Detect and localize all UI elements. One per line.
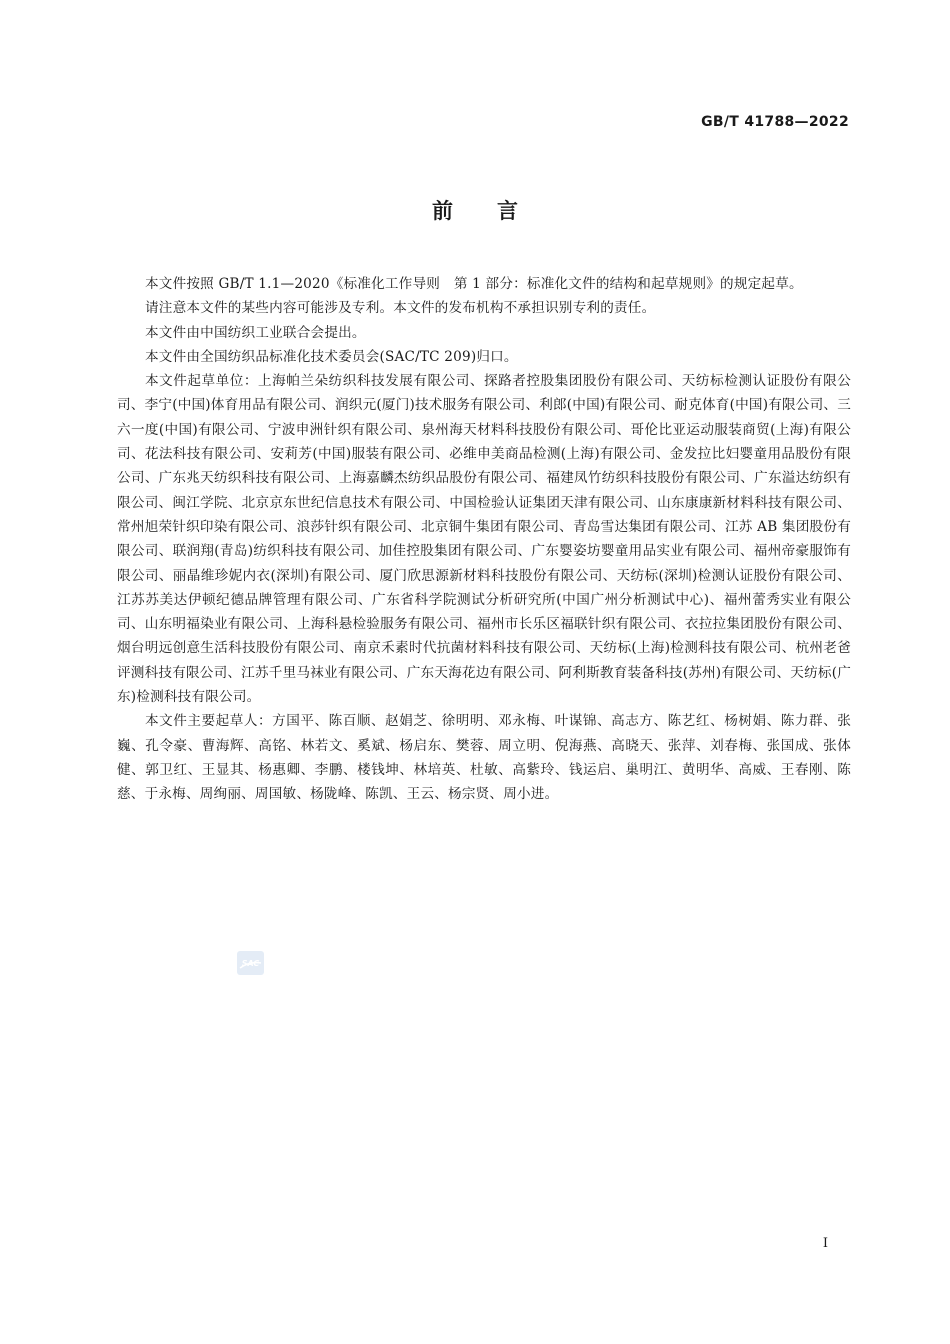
paragraph-drafting-rules: 本文件按照 GB/T 1.1—2020《标准化工作导则 第 1 部分：标准化文件的结构和起草规则》的规定起草。	[145, 276, 803, 292]
paragraph-drafting-units: 本文件起草单位：上海帕兰朵纺织科技发展有限公司、探路者控股集团股份有限公司、天纺标检测认证股份有限公司、李宁(中国)体育用品有限公司、润织元(厦门)技术服务有限公司、利郎(中国)有限公司、耐克体育(中国)有限公司、三六一度(中国)有限公司、宁波申洲针织有限公司、泉州海天材料科技股份有限公司、哥伦比亚运动服装商贸(上海)有限公司、花法科技有限公司、安莉芳(中国)服装有限公司、必维申美商品检测(上海)有限公司、金发拉比妇婴童用品股份有限公司、广东兆天纺织科技有限公司、上海嘉麟杰纺织品股份有限公司、福建凤竹纺织科技股份有限公司、广东溢达纺织有限公司、闽江学院、北京京东世纪信息技术有限公司、中国检验认证集团天津有限公司、山东康康新材料科技有限公司、常州旭荣针织印染有限公司、浪莎针织有限公司、北京铜牛集团有限公司、青岛雪达集团有限公司、江苏 AB 集团股份有限公司、联润翔(青岛)纺织科技有限公司、加佳控股集团有限公司、广东婴姿坊婴童用品实业有限公司、福州帝豪服饰有限公司、丽晶维珍妮内衣(深圳)有限公司、厦门欣思源新材料科技股份有限公司、天纺标(深圳)检测认证股份有限公司、江苏苏美达伊顿纪德品牌管理有限公司、广东省科学院测试分析研究所(中国广州分析测试中心)、福州蕾秀实业有限公司、山东明福染业有限公司、上海科悬检验服务有限公司、福州市长乐区福联针织有限公司、衣拉拉集团股份有限公司、烟台明远创意生活科技股份有限公司、南京禾素时代抗菌材料科技有限公司、天纺标(上海)检测科技有限公司、杭州老爸评测科技有限公司、江苏千里马袜业有限公司、广东天海花边有限公司、阿利斯教育装备科技(苏州)有限公司、天纺标(广东)检测科技有限公司。	[117, 373, 851, 706]
page-number: I	[822, 1236, 828, 1251]
sac-watermark-logo	[237, 951, 264, 975]
paragraph-proposer: 本文件由中国纺织工业联合会提出。	[145, 324, 366, 341]
paragraph-patent-notice: 请注意本文件的某些内容可能涉及专利。本文件的发布机构不承担识别专利的责任。	[145, 300, 656, 317]
page-title: 前言	[432, 199, 562, 223]
paragraph-drafters: 本文件主要起草人：方国平、陈百顺、赵娟芝、徐明明、邓永梅、叶谋锦、高志方、陈艺红、杨树娟、陈力群、张巍、孔令豪、曹海辉、高铭、林若文、奚斌、杨启东、樊蓉、周立明、倪海燕、高晓天、张萍、刘春梅、张国成、张体健、郭卫红、王显其、杨惠卿、李鹏、楼钱坤、林培英、杜敏、高紫玲、钱运启、巢明江、黄明华、高威、王春刚、陈慈、于永梅、周绚丽、周国敏、杨陇峰、陈凯、王云、杨宗贤、周小进。	[117, 713, 851, 803]
paragraph-committee: 本文件由全国纺织品标准化技术委员会(SAC/TC 209)归口。	[145, 348, 518, 365]
document-body	[117, 272, 851, 807]
standard-number: GB/T 41788—2022	[701, 114, 849, 130]
svg-text:SAC: SAC	[241, 959, 260, 968]
